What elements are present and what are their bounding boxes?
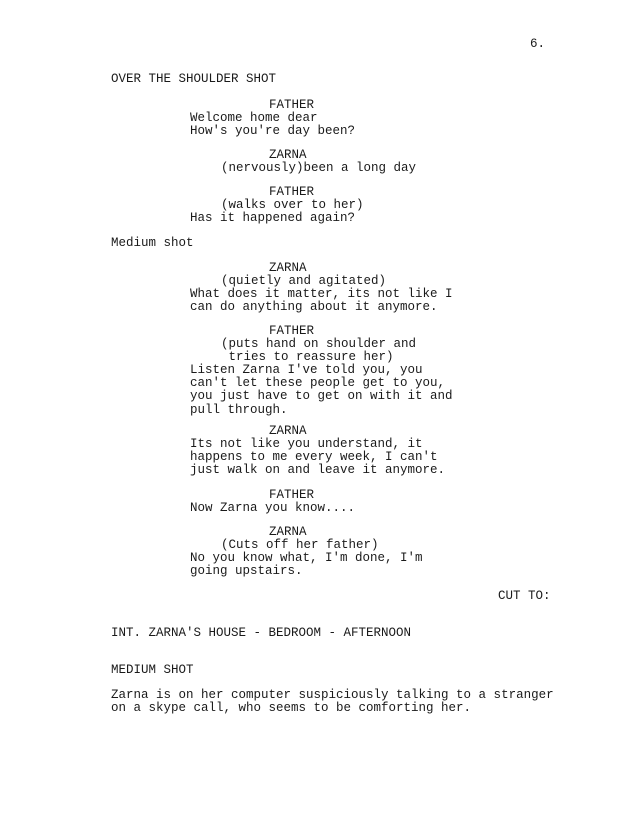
action-text: Zarna is on her computer suspiciously talking to a stranger on a skype call, who seems to be comforting her.	[111, 688, 554, 716]
character-name: FATHER	[269, 98, 315, 112]
parenthetical: (Cuts off her father)	[221, 538, 379, 552]
parenthetical: (walks over to her)	[221, 198, 364, 212]
character-name: ZARNA	[269, 261, 307, 275]
page-number: 6.	[530, 37, 546, 51]
dialogue: What does it matter, its not like I can do anything about it anymore.	[190, 287, 453, 315]
character-name: FATHER	[269, 185, 315, 199]
dialogue: Its not like you understand, it happens to me every week, I can't just walk on and leave it anymore.	[190, 437, 446, 478]
dialogue: Now Zarna you know....	[190, 501, 356, 515]
character-name: FATHER	[269, 324, 315, 338]
character-name: ZARNA	[269, 424, 307, 438]
dialogue: Listen Zarna I've told you, you can't let these people get to you, you just have to get on with it and pull through.	[190, 363, 453, 417]
parenthetical: (puts hand on shoulder and tries to reassure her)	[221, 337, 417, 365]
dialogue: Has it happened again?	[190, 211, 356, 225]
scene-heading: INT. ZARNA'S HOUSE - BEDROOM - AFTERNOON	[111, 626, 412, 640]
shot-direction: MEDIUM SHOT	[111, 663, 194, 677]
dialogue: Welcome home dear How's you're day been?	[190, 111, 356, 139]
character-name: FATHER	[269, 488, 315, 502]
character-name: ZARNA	[269, 148, 307, 162]
parenthetical: (quietly and agitated)	[221, 274, 387, 288]
parenthetical: (nervously)been a long day	[221, 161, 417, 175]
shot-direction: OVER THE SHOULDER SHOT	[111, 72, 277, 86]
shot-direction: Medium shot	[111, 236, 194, 250]
transition: CUT TO:	[498, 589, 551, 603]
character-name: ZARNA	[269, 525, 307, 539]
dialogue: No you know what, I'm done, I'm going upstairs.	[190, 551, 423, 579]
